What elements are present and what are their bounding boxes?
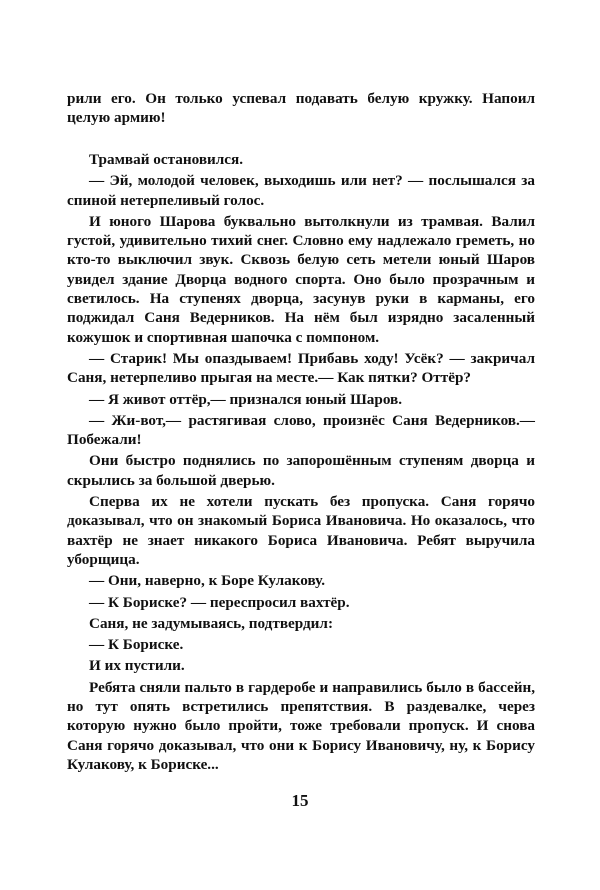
paragraph: рили его. Он только успевал подавать белую кружку. Напоил целую армию!	[67, 90, 535, 127]
paragraph: — Старик! Мы опаздываем! Прибавь ходу! Усёк? — закричал Саня, нетерпеливо прыгая на месте.— Как пятки? Оттёр?	[67, 349, 535, 387]
page-top-text	[67, 89, 535, 128]
paragraph: И их пустили.	[89, 657, 185, 675]
paragraph: Саня, не задумываясь, подтвердил:	[89, 614, 334, 632]
paragraph: — Я живот оттёр,— признался юный Шаров.	[89, 390, 403, 408]
paragraph: — Эй, молодой человек, выходишь или нет? — послышался за спиной нетерпеливый голос.	[67, 172, 535, 209]
page-body-text	[67, 150, 535, 774]
paragraph: — Они, наверно, к Боре Кулакову.	[89, 572, 326, 590]
paragraph: И юного Шарова буквально вытолкнули из трамвая. Валил густой, удивительно тихий снег. Словно ему надлежало греметь, но кто-то выключил звук. Сквозь белую сеть метели юный Шаров увидел здание Дворца водного спорта. Оно было прозрачным и светилось. На ступенях дворца, засунув руки в карманы, его поджидал Саня Ведерников. На нём был изрядно засаленный кожушок и спортивная шапочка с помпоном.	[67, 212, 535, 346]
paragraph: Они быстро поднялись по запорошённым ступеням дворца и скрылись за большой дверью.	[67, 452, 535, 489]
paragraph: Трамвай остановился.	[89, 151, 244, 168]
paragraph: — К Бориске.	[89, 636, 184, 654]
page-number: 15	[291, 791, 309, 810]
paragraph: — Жи-вот,— растягивая слово, произнёс Саня Ведерников.— Побежали!	[67, 411, 535, 449]
paragraph: Ребята сняли пальто в гардеробе и направились было в бассейн, но тут опять встретились препятствия. В раздевалке, через которую нужно было пройти, тоже требовали пропуск. И снова Саня горячо доказывал, что они к Борису Ивановичу, ну, к Борису Кулакову, к Бориске...	[67, 678, 535, 773]
paragraph: — К Бориске? — переспросил вахтёр.	[89, 593, 350, 611]
paragraph: Сперва их не хотели пускать без пропуска. Саня горячо доказывал, что он знакомый Бориса Ивановича. Но оказалось, что вахтёр не знает никакого Бориса Ивановича. Ребят выручила уборщица.	[67, 493, 535, 568]
